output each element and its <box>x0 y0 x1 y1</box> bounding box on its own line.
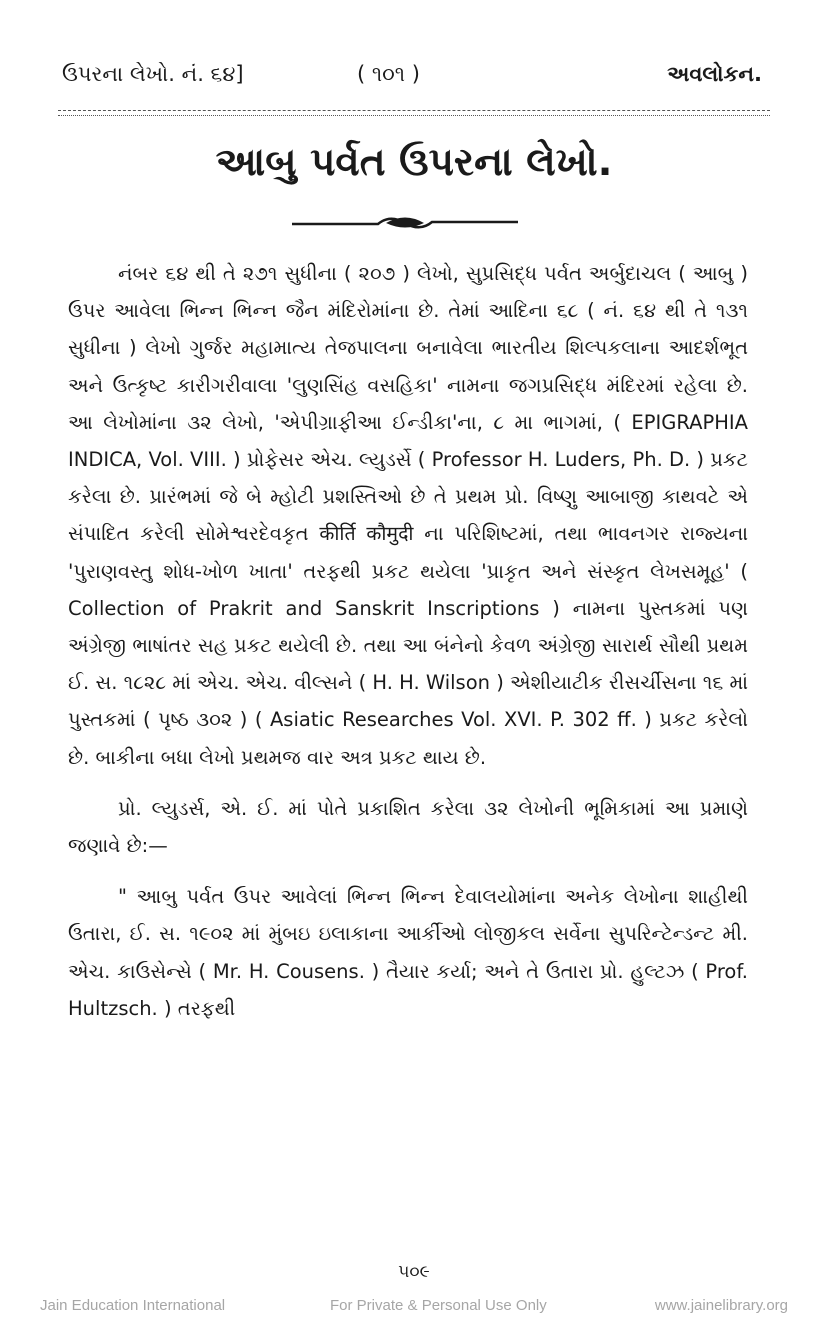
footer-usage-note: For Private & Personal Use Only <box>330 1297 547 1314</box>
header-chapter-name: અવલોકન. <box>667 62 762 86</box>
header-divider <box>58 110 770 116</box>
footer-publisher: Jain Education International <box>40 1297 226 1314</box>
paragraph-quote: " આબુ પર્વત ઉપર આવેલાં ભિન્ન ભિન્ન દેવાલયોમાંના અનેક લેખોના શાહીથી ઉતારા, ઈ. સ. ૧૯૦૨ માં મુંબઇ ઇલાકાના આર્કીઓ લોજીકલ સર્વેના સુપરિન્ટેન્ડન્ટ મી. એચ. કાઉસેન્સે ( Mr. H. Cousens. ) તૈયાર કર્યા; અને તે ઉતારા પ્રો. હુલ્ટઝ ( Prof. Hultzsch. ) તરફથી <box>68 885 748 1020</box>
article-body <box>68 255 748 1027</box>
page-number: ૫૦૯ <box>398 1262 430 1282</box>
paragraph-intro: નંબર ૬૪ થી તે ૨૭૧ સુધીના ( ૨૦૭ ) લેખો, સુપ્રસિદ્ધ પર્વત અર્બુદાચલ ( આબુ ) ઉપર આવેલા ભિન્ન ભિન્ન જૈન મંદિરોમાંના છે. તેમાં આદિના ૬૮ ( નં. ૬૪ થી તે ૧૩૧ સુધીના ) લેખો ગુર્જર મહામાત્ય તેજપાલના બનાવેલા ભારતીય શિલ્પકલાના આદર્શભૂત અને ઉત્કૃષ્ટ કારીગરીવાલા 'લુણસિંહ વસહિકા' નામના જગપ્રસિદ્ધ મંદિરમાં રહેલા છે. આ લેખોમાંના ૩૨ લેખો, 'એપીગ્રાફીઆ ઈન્ડીકા'ના, ૮ મા ભાગમાં, ( EPIGRAPHIA INDICA, Vol. VIII. ) પ્રોફેસર એચ. લ્યુડર્સે ( Professor H. Luders, Ph. D. ) પ્રકટ કરેલા છે. પ્રારંભમાં જે બે મ્હોટી પ્રશસ્તિઓ છે તે પ્રથમ પ્રો. વિષ્ણુ આબાજી કાથવટે એ સંપાદિત કરેલી સોમેશ્વરદેવકૃત कीर्ति कौमुदी ના પરિશિષ્ટમાં, તથા ભાવનગર રાજ્યના 'પુરાણવસ્તુ શોધ-ખોળ ખાતા' તરફથી પ્રકટ થયેલા 'પ્રાકૃત અને સંસ્કૃત લેખસમૂહ' ( Collection of Prakrit and Sanskrit Inscriptions ) નામના પુસ્તકમાં પણ અંગ્રેજી ભાષાંતર સહ પ્રકટ થયેલી છે. તથા આ બંનેનો કેવળ અંગ્રેજી સારાર્થ સૌથી પ્રથમ ઈ. સ. ૧૮૨૮ માં એચ. એચ. વીલ્સને ( H. H. Wilson ) એશીયાટીક રીસર્ચીસના ૧૬ માં પુસ્તકમાં ( પૃષ્ઠ ૩૦૨ ) ( Asiatic Researches Vol. XVI. P. 302 ff. ) પ્રકટ કરેલો છે. બાકીના બધા લેખો પ્રથમજ વાર અત્ર પ્રકટ થાય છે. <box>68 262 748 769</box>
footer-watermark <box>40 1297 788 1319</box>
paragraph-luders: પ્રો. લ્યુડર્સ, એ. ઈ. માં પોતે પ્રકાશિત કરેલા ૩૨ લેખોની ભૂમિકામાં આ પ્રમાણે જણાવે છે:— <box>68 796 748 858</box>
page-title: આબુ પર્વત ઉપરના લેખો. <box>215 140 613 185</box>
header-folio-number: ( ૧૦૧ ) <box>357 62 420 86</box>
header-section-label: ઉપરના લેખો. નં. ૬૪] <box>62 62 244 86</box>
flourish-ornament <box>290 210 520 236</box>
running-header <box>62 62 762 102</box>
footer-website: www.jainelibrary.org <box>654 1297 788 1314</box>
